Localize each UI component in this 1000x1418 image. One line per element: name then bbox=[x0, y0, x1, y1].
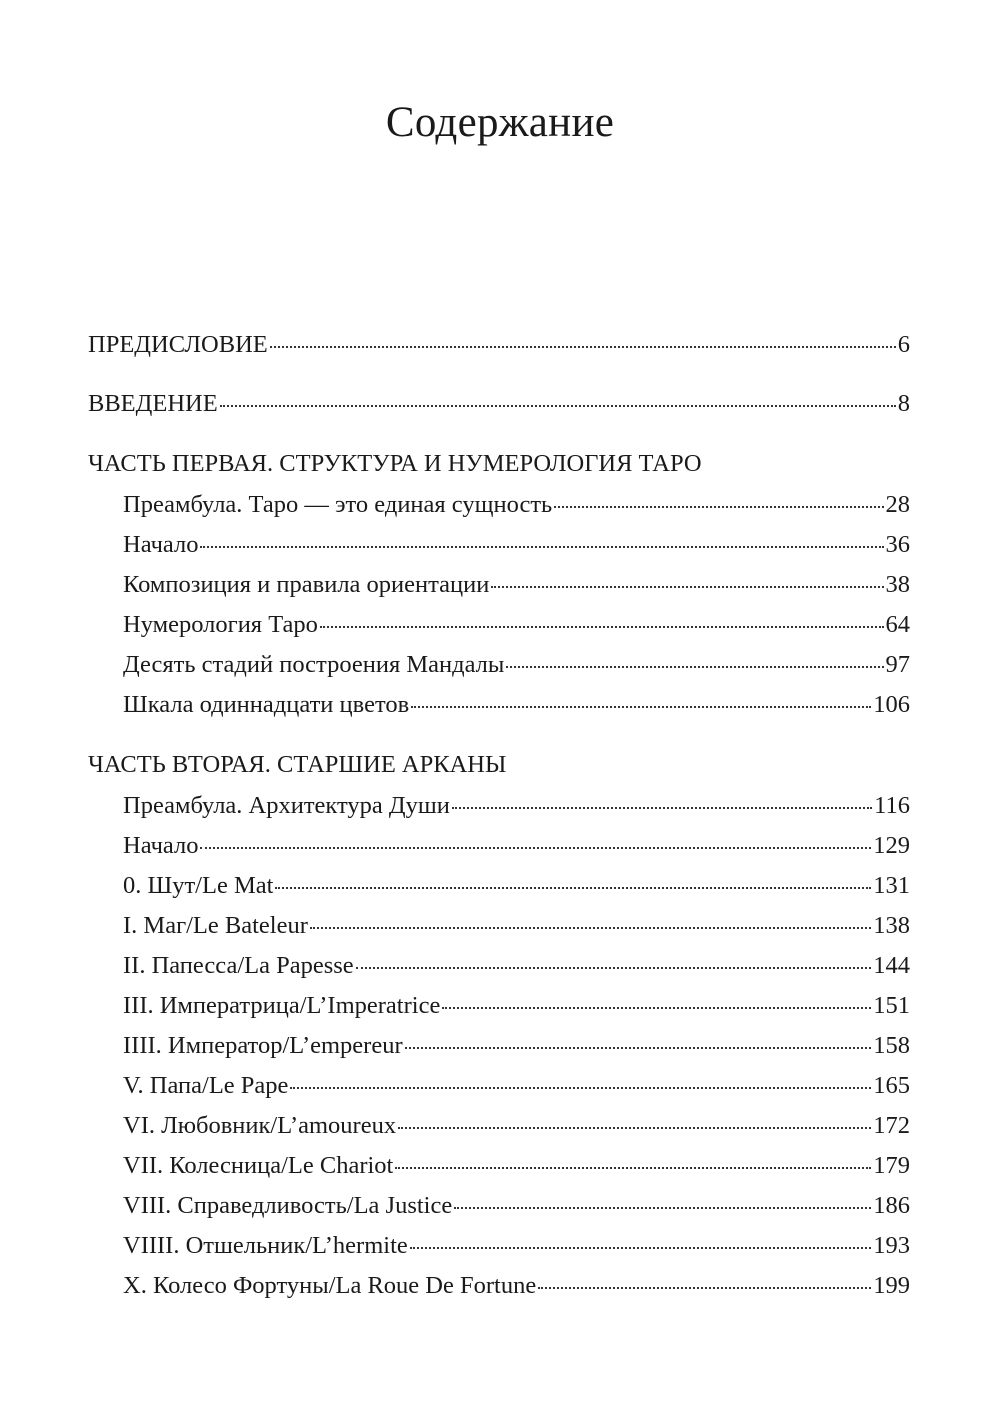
section-heading-part-one: ЧАСТЬ ПЕРВАЯ. СТРУКТУРА И НУМЕРОЛОГИЯ ТАРО bbox=[88, 450, 702, 477]
dot-leader bbox=[538, 1287, 871, 1289]
toc-entry[interactable] bbox=[123, 869, 910, 903]
dot-leader bbox=[220, 405, 896, 407]
toc-entry[interactable] bbox=[123, 829, 910, 863]
toc-entry-label: Десять стадий построения Мандалы bbox=[123, 651, 505, 678]
toc-entry[interactable] bbox=[123, 989, 910, 1023]
toc-page-number: 6 bbox=[897, 331, 910, 358]
dot-leader bbox=[554, 506, 883, 508]
toc-page-number: 151 bbox=[873, 992, 910, 1019]
toc-page-number: 28 bbox=[885, 491, 910, 518]
dot-leader bbox=[356, 967, 872, 969]
toc-page-number: 131 bbox=[873, 872, 910, 899]
dot-leader bbox=[442, 1007, 871, 1009]
toc-page-number: 116 bbox=[874, 792, 910, 819]
dot-leader bbox=[454, 1207, 871, 1209]
toc-page-number: 199 bbox=[873, 1272, 910, 1299]
toc-page-number: 129 bbox=[873, 832, 910, 859]
dot-leader bbox=[290, 1087, 871, 1089]
dot-leader bbox=[411, 706, 871, 708]
toc-entry-label: IIII. Император/L’empereur bbox=[123, 1032, 403, 1059]
dot-leader bbox=[405, 1047, 872, 1049]
dot-leader bbox=[200, 546, 883, 548]
toc-entry[interactable] bbox=[123, 488, 910, 522]
toc-entry-label: Начало bbox=[123, 832, 199, 859]
page-title: Содержание bbox=[385, 99, 615, 146]
toc-entry-label: ПРЕДИСЛОВИЕ bbox=[88, 331, 268, 358]
toc-entry[interactable] bbox=[123, 949, 910, 983]
toc-entry-label: VIIII. Отшельник/L’hermite bbox=[123, 1232, 408, 1259]
dot-leader bbox=[491, 586, 883, 588]
toc-page-number: 144 bbox=[873, 952, 910, 979]
dot-leader bbox=[270, 346, 896, 348]
toc-entry-introduction[interactable] bbox=[88, 387, 910, 421]
toc-page-number: 106 bbox=[873, 691, 910, 718]
toc-entry-label: Шкала одиннадцати цветов bbox=[123, 691, 410, 718]
toc-entry[interactable] bbox=[123, 1229, 910, 1263]
toc-page-number: 97 bbox=[885, 651, 910, 678]
dot-leader bbox=[200, 847, 871, 849]
dot-leader bbox=[452, 807, 872, 809]
dot-leader bbox=[506, 666, 883, 668]
toc-page-number: 36 bbox=[885, 531, 910, 558]
toc-entry[interactable] bbox=[123, 789, 910, 823]
toc-page-number: 179 bbox=[873, 1152, 910, 1179]
dot-leader bbox=[320, 626, 884, 628]
toc-entry-label: Композиция и правила ориентации bbox=[123, 571, 490, 598]
toc-entry-label: VI. Любовник/L’amoureux bbox=[123, 1112, 397, 1139]
toc-page-number: 172 bbox=[873, 1112, 910, 1139]
toc-page-number: 165 bbox=[873, 1072, 910, 1099]
toc-entry-label: Начало bbox=[123, 531, 199, 558]
toc-entry[interactable] bbox=[123, 1029, 910, 1063]
toc-page-number: 8 bbox=[897, 390, 910, 417]
toc-entry-label: Преамбула. Архитектура Души bbox=[123, 792, 450, 819]
toc-page-number: 38 bbox=[885, 571, 910, 598]
toc-entry[interactable] bbox=[123, 528, 910, 562]
toc-entry-label: X. Колесо Фортуны/La Roue De Fortune bbox=[123, 1272, 537, 1299]
toc-entry[interactable] bbox=[123, 1189, 910, 1223]
dot-leader bbox=[275, 887, 871, 889]
toc-page-number: 64 bbox=[885, 611, 910, 638]
toc-entry-label: Преамбула. Таро — это единая сущность bbox=[123, 491, 553, 518]
toc-entry-label: VIII. Справедливость/La Justice bbox=[123, 1192, 453, 1219]
toc-entry-label: 0. Шут/Le Mat bbox=[123, 872, 274, 899]
toc-entry[interactable] bbox=[123, 1069, 910, 1103]
dot-leader bbox=[398, 1127, 871, 1129]
toc-entry[interactable] bbox=[123, 1109, 910, 1143]
dot-leader bbox=[395, 1167, 871, 1169]
toc-entry-label: Нумерология Таро bbox=[123, 611, 318, 638]
toc-page-number: 193 bbox=[873, 1232, 910, 1259]
toc-entry-preface[interactable] bbox=[88, 328, 910, 362]
toc-page-number: 186 bbox=[873, 1192, 910, 1219]
toc-entry-label: ВВЕДЕНИЕ bbox=[88, 390, 218, 417]
toc-entry-label: III. Императрица/L’Imperatrice bbox=[123, 992, 441, 1019]
toc-entry[interactable] bbox=[123, 1149, 910, 1183]
toc-entry[interactable] bbox=[123, 648, 910, 682]
toc-entry[interactable] bbox=[123, 909, 910, 943]
dot-leader bbox=[310, 927, 871, 929]
toc-entry[interactable] bbox=[123, 688, 910, 722]
toc-entry[interactable] bbox=[123, 608, 910, 642]
toc-page-number: 158 bbox=[873, 1032, 910, 1059]
toc-entry-label: VII. Колесница/Le Chariot bbox=[123, 1152, 394, 1179]
dot-leader bbox=[410, 1247, 871, 1249]
toc-entry-label: II. Папесса/La Papesse bbox=[123, 952, 354, 979]
toc-entry[interactable] bbox=[123, 1269, 910, 1303]
toc-entry-label: V. Папа/Le Pape bbox=[123, 1072, 289, 1099]
section-heading-part-two: ЧАСТЬ ВТОРАЯ. СТАРШИЕ АРКАНЫ bbox=[88, 751, 507, 778]
toc-entry[interactable] bbox=[123, 568, 910, 602]
toc-page-number: 138 bbox=[873, 912, 910, 939]
toc-entry-label: I. Маг/Le Bateleur bbox=[123, 912, 308, 939]
